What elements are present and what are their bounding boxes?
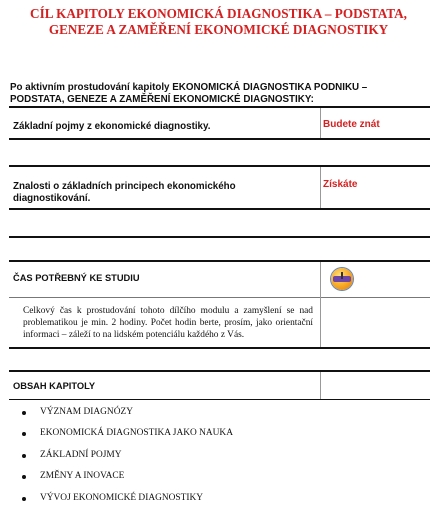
bullet-icon — [22, 497, 26, 501]
intro-line2: PODSTATA, GENEZE A ZAMĚŘENÍ EKONOMICKÉ DIAGNOSTIKY: — [10, 94, 314, 105]
clock-icon — [331, 268, 353, 290]
column-divider — [320, 108, 321, 138]
bullet-icon — [22, 411, 26, 415]
column-divider — [320, 262, 321, 297]
goal-value: Budete znát — [323, 119, 380, 130]
list-item — [22, 466, 233, 487]
goal-label: Základní pojmy z ekonomické diagnostiky. — [13, 121, 211, 132]
contents-list — [22, 402, 233, 509]
goal-value: Získáte — [323, 179, 358, 190]
column-divider — [320, 167, 321, 208]
list-item — [22, 445, 233, 466]
list-item — [22, 423, 233, 444]
column-divider — [320, 372, 321, 399]
intro-text — [10, 82, 430, 106]
chapter-title — [0, 6, 437, 38]
study-time-header — [9, 260, 430, 298]
list-item-label: ZMĚNY A INOVACE — [40, 471, 125, 482]
list-item-label: ZÁKLADNÍ POJMY — [40, 449, 122, 460]
clock-hand — [341, 272, 343, 279]
chapter-title-line2: GENEZE A ZAMĚŘENÍ EKONOMICKÉ DIAGNOSTIKY — [48, 22, 389, 37]
divider-rule — [9, 236, 430, 238]
list-item-label: VÝZNAM DIAGNÓZY — [40, 407, 133, 417]
bullet-icon — [22, 432, 26, 436]
column-divider — [320, 297, 321, 347]
chapter-title-line1: CÍL KAPITOLY EKONOMICKÁ DIAGNOSTIKA – PODSTATA, — [30, 6, 407, 21]
contents-header — [9, 370, 430, 400]
goal-row-concepts — [9, 106, 430, 140]
bullet-icon — [22, 454, 26, 458]
contents-heading: OBSAH KAPITOLY — [13, 381, 96, 391]
list-item — [22, 488, 233, 509]
bullet-icon — [22, 475, 26, 479]
goal-label — [13, 181, 313, 205]
goal-label-line1: Znalosti o základních principech ekonomického — [13, 181, 236, 192]
study-time-text: Celkový čas k prostudování tohoto dílčího modulu a zamyšlení se nad problematikou je min. 2 hodiny. Počet hodin berte, prosím, jako orientační informaci – záleží to na lidském potenciálu každého z Vás. — [23, 306, 313, 340]
goal-label-line2: diagnostikování. — [13, 193, 91, 204]
list-item — [22, 402, 233, 423]
study-time-heading: ČAS POTŘEBNÝ KE STUDIU — [13, 273, 140, 283]
list-item-label: EKONOMICKÁ DIAGNOSTIKA JAKO NAUKA — [40, 428, 233, 439]
study-time-body — [9, 297, 430, 349]
goal-row-principles — [9, 165, 430, 210]
intro-line1: Po aktivním prostudování kapitoly EKONOMICKÁ DIAGNOSTIKA PODNIKU – — [10, 82, 368, 93]
list-item-label: VÝVOJ EKONOMICKÉ DIAGNOSTIKY — [40, 492, 204, 503]
